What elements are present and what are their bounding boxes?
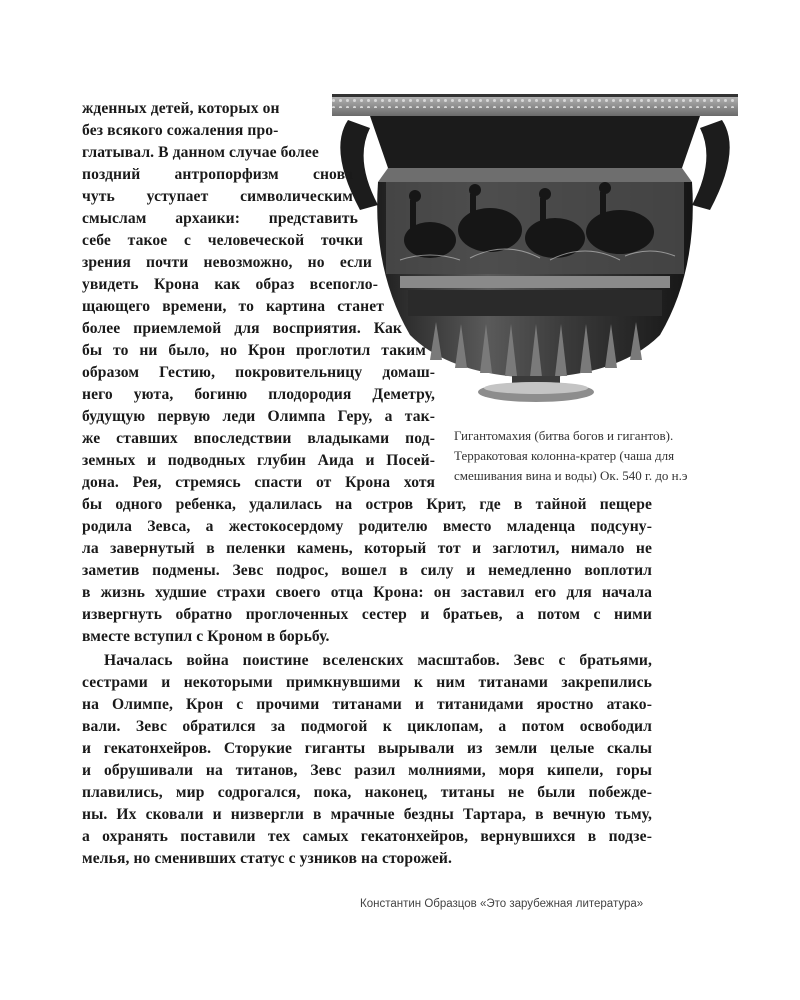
caption-line: Терракотовая колонна-кратер (чаша для (454, 448, 675, 463)
text-line: плавились, мир содрогался, пока, наконец, титаны не были побежде- (82, 784, 652, 801)
text-line: без всякого сожаления про- (82, 122, 279, 139)
text-line: родила Зевса, а жестокосердому родителю вместо младенца подсуну- (82, 518, 652, 535)
text-line: и гекатонхейров. Сторукие гиганты вырывали из земли целые скалы (82, 740, 652, 757)
text-line: образом Гестию, покровительницу домаш- (82, 364, 435, 381)
text-line: земных и подводных глубин Аида и Посей- (82, 452, 435, 469)
text-line: вали. Зевс обратился за подмогой к циклопам, а потом освободил (82, 718, 652, 735)
text-line: заметив подмены. Зевс подрос, вошел в силу и немедленно воплотил (82, 562, 652, 579)
text-line: на Олимпе, Крон с прочими титанами и титанидами яростно атако- (82, 696, 652, 713)
text-line: смыслам архаики: представить (82, 210, 358, 227)
text-line: вместе вступил с Кроном в борьбу. (82, 628, 330, 645)
page-footer: Константин Образцов «Это зарубежная литература» (360, 898, 644, 910)
image-caption (454, 426, 687, 486)
text-line: чуть уступает символическим (82, 188, 353, 205)
text-line: глатывал. В данном случае более (82, 144, 319, 161)
text-line: извергнуть обратно проглоченных сестер и братьев, а потом с ними (82, 606, 652, 623)
text-line: поздний антропорфизм снова (82, 166, 353, 183)
text-line: же ставших впоследствии владыками под- (82, 430, 435, 447)
text-line: мелья, но сменивших статус с узников на сторожей. (82, 850, 453, 867)
text-line: дона. Рея, стремясь спасти от Крона хотя (82, 474, 435, 491)
text-line: бы одного ребенка, удалилась на остров Крит, где в тайной пещере (82, 496, 652, 513)
caption-line: смешивания вина и воды) Ок. 540 г. до н.э (454, 468, 688, 483)
text-line: зрения почти невозможно, но если (82, 254, 372, 271)
text-line: а охранять поставили тех самых гекатонхейров, вернувшихся в подзе- (82, 828, 652, 845)
text-line: щающего времени, то картина станет (82, 298, 384, 315)
text-line: более приемлемой для восприятия. Как (82, 320, 402, 337)
text-line: бы то ни было, но Крон проглотил таким (82, 342, 426, 359)
text-line: себе такое с человеческой точки (82, 232, 363, 249)
text-line: увидеть Крона как образ всепогло- (82, 276, 378, 293)
text-line: в жизнь худшие страхи своего отца Крона: он заставил его для начала (82, 584, 652, 601)
text-line: ла завернутый в пеленки камень, который тот и заглотил, нимало не (82, 540, 652, 557)
text-line: него уюта, богиню плодородия Деметру, (82, 386, 435, 403)
text-line: будущую первую леди Олимпа Геру, а так- (82, 408, 435, 425)
text-line: сестрами и некоторыми примкнувшими к ним титанами закрепились (82, 674, 652, 691)
text-line: и обрушивали на титанов, Зевс разил молниями, моря кипели, горы (82, 762, 652, 779)
text-line: Началась война поистине вселенских масштабов. Зевс с братьями, (104, 652, 652, 669)
text-line: ны. Их сковали и низвергли в мрачные бездны Тартара, в вечную тьму, (82, 806, 652, 823)
text-line: жденных детей, которых он (82, 100, 280, 117)
caption-line: Гигантомахия (битва богов и гигантов). (454, 428, 674, 443)
